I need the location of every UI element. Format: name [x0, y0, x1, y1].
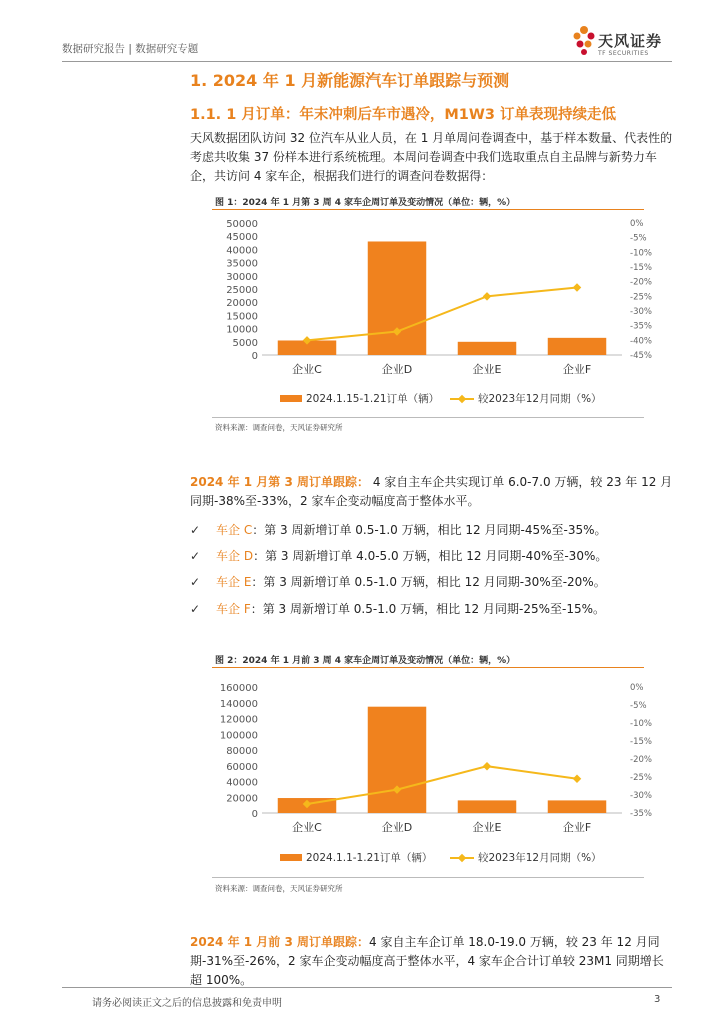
figure2-top-rule	[212, 667, 644, 668]
week3-lead: 2024 年 1 月第 3 周订单跟踪：	[190, 475, 369, 489]
header-divider	[62, 61, 672, 62]
bar	[368, 707, 427, 813]
y-tick-label: 50000	[226, 219, 258, 230]
check-icon: ✓	[190, 602, 201, 616]
bullet-text: ：第 3 周新增订单 0.5-1.0 万辆，相比 12 月同期-45%至-35%。	[252, 523, 607, 537]
bar	[368, 241, 427, 355]
legend-line-marker	[458, 854, 466, 862]
logo-name: 天风证券	[598, 32, 663, 50]
bar	[548, 338, 607, 355]
figure1-source: 资料来源：调查问卷，天风证券研究所	[215, 423, 343, 432]
y-tick-label: 20000	[226, 298, 258, 310]
x-tick-label: 企业D	[381, 363, 413, 376]
y2-tick-label: -20%	[630, 755, 652, 765]
x-tick-label: 企业F	[562, 821, 592, 834]
y2-tick-label: -10%	[630, 248, 652, 259]
line-point	[483, 292, 491, 300]
y-tick-label: 80000	[226, 746, 258, 757]
x-tick-label: 企业F	[562, 363, 592, 376]
first3-text: 4 家自主车企订单 18.0-19.0 万辆，较 23 年 12 月同期-31%至-26%，2 家车企变动幅度高于整体水平，4 家车企合计订单较 23M1 同期增长超 100%。	[190, 935, 664, 987]
y2-tick-label: -30%	[630, 791, 652, 801]
week3-paragraph	[190, 473, 675, 511]
figure2-chart	[212, 672, 652, 874]
y2-tick-label: -15%	[630, 263, 652, 273]
y-tick-label: 45000	[226, 232, 258, 244]
bullet-text: ：第 3 周新增订单 0.5-1.0 万辆，相比 12 月同期-30%至-20%。	[251, 575, 606, 589]
line-point	[483, 762, 491, 770]
check-icon: ✓	[190, 523, 201, 537]
y2-tick-label: -5%	[630, 701, 647, 711]
bullet-item	[190, 573, 606, 590]
y2-tick-label: 0%	[630, 219, 644, 229]
y-tick-label: 160000	[219, 683, 258, 694]
legend-bar-label: 2024.1.1-1.21订单（辆）	[306, 852, 433, 864]
report-header: 数据研究报告 | 数据研究专题	[62, 43, 199, 55]
y-tick-label: 5000	[232, 337, 258, 349]
y-tick-label: 100000	[219, 730, 258, 742]
y-tick-label: 40000	[226, 245, 258, 257]
bullet-item	[190, 521, 607, 538]
y2-tick-label: 0%	[630, 683, 644, 693]
check-icon: ✓	[190, 549, 201, 563]
first3-paragraph	[190, 933, 675, 990]
y-tick-label: 10000	[226, 324, 258, 336]
figure2-bottom-rule	[212, 877, 644, 878]
legend-line-label: 较2023年12月同期（%）	[478, 852, 602, 864]
x-tick-label: 企业E	[472, 821, 502, 834]
y2-tick-label: -35%	[630, 321, 652, 332]
y-tick-label: 40000	[226, 777, 258, 789]
x-tick-label: 企业C	[292, 821, 322, 834]
bullet-item	[190, 600, 605, 617]
figure2-source: 资料来源：调查问卷，天风证券研究所	[215, 884, 343, 893]
y2-tick-label: -15%	[630, 737, 652, 747]
bullet-text: ：第 3 周新增订单 0.5-1.0 万辆，相比 12 月同期-25%至-15%。	[250, 602, 606, 616]
legend-bar-label: 2024.1.15-1.21订单（辆）	[306, 393, 440, 405]
y2-tick-label: -25%	[630, 773, 652, 783]
bar	[458, 342, 517, 355]
figure1-top-rule	[212, 209, 644, 210]
footer-divider	[62, 987, 672, 988]
bullet-text: ：第 3 周新增订单 4.0-5.0 万辆，相比 12 月同期-40%至-30%。	[253, 549, 608, 563]
subsection-title: 1.1. 1 月订单：年末冲刺后车市遇冷，M1W3 订单表现持续走低	[190, 107, 617, 123]
x-tick-label: 企业D	[381, 821, 413, 834]
y-tick-label: 0	[251, 809, 258, 820]
y2-tick-label: -25%	[630, 292, 652, 303]
y-tick-label: 0	[251, 351, 258, 362]
y2-tick-label: -35%	[630, 809, 652, 819]
y-tick-label: 15000	[226, 311, 258, 323]
bullet-company: 车企 D	[216, 549, 254, 563]
bar	[548, 800, 607, 813]
footer-disclaimer: 请务必阅读正文之后的信息披露和免责申明	[92, 998, 282, 1009]
line-point	[573, 775, 581, 783]
bullet-company: 车企 E	[216, 575, 252, 589]
y2-tick-label: -5%	[630, 233, 647, 244]
bar	[458, 800, 517, 813]
legend-bar-swatch	[280, 395, 302, 402]
y2-tick-label: -30%	[630, 307, 652, 317]
y-tick-label: 35000	[226, 258, 258, 270]
y-tick-label: 60000	[226, 761, 258, 773]
y-tick-label: 120000	[219, 714, 258, 726]
line-point	[573, 283, 581, 291]
y2-tick-label: -45%	[630, 351, 652, 361]
bullet-item	[190, 547, 607, 564]
y-tick-label: 30000	[226, 271, 258, 283]
x-tick-label: 企业C	[292, 363, 322, 376]
series-line	[307, 766, 577, 804]
figure1-chart	[212, 212, 652, 412]
page-number: 3	[654, 994, 661, 1005]
legend-line-label: 较2023年12月同期（%）	[478, 393, 602, 405]
figure2-title: 图 2：2024 年 1 月前 3 周 4 家车企周订单及变动情况（单位：辆，%）	[215, 656, 516, 666]
week3-text: 4 家自主车企共实现订单 6.0-7.0 万辆，较 23 年 12 月同期-38%至-33%，2 家车企变动幅度高于整体水平。	[190, 475, 673, 508]
figure1-bottom-rule	[212, 417, 644, 418]
y2-tick-label: -20%	[630, 277, 652, 288]
intro-paragraph: 天风数据团队访问 32 位汽车从业人员，在 1 月单周问卷调查中，基于样本数量、代表性的考虑共收集 37 份样本进行系统梳理。本周问卷调查中我们选取重点自主品牌与新势力车企，共访问 4 家车企，根据我们进行的调查问卷数据得：	[190, 131, 673, 183]
check-icon: ✓	[190, 575, 201, 589]
series-line	[307, 288, 577, 341]
figure1-title: 图 1：2024 年 1 月第 3 周 4 家车企周订单及变动情况（单位：辆，%）	[215, 198, 516, 208]
logo-subtitle: TF SECURITIES	[598, 50, 649, 57]
legend-bar-swatch	[280, 854, 302, 861]
bullet-company: 车企 C	[216, 523, 253, 537]
x-tick-label: 企业E	[472, 363, 502, 376]
y2-tick-label: -10%	[630, 719, 652, 729]
y-tick-label: 140000	[219, 698, 258, 710]
y-tick-label: 25000	[226, 285, 258, 296]
y2-tick-label: -40%	[630, 336, 652, 347]
bullet-company: 车企 F	[216, 602, 251, 616]
first3-lead: 2024 年 1 月前 3 周订单跟踪：	[190, 935, 369, 949]
y-tick-label: 20000	[226, 793, 258, 805]
legend-line-marker	[458, 395, 466, 403]
section-title: 1. 2024 年 1 月新能源汽车订单跟踪与预测	[190, 71, 510, 90]
